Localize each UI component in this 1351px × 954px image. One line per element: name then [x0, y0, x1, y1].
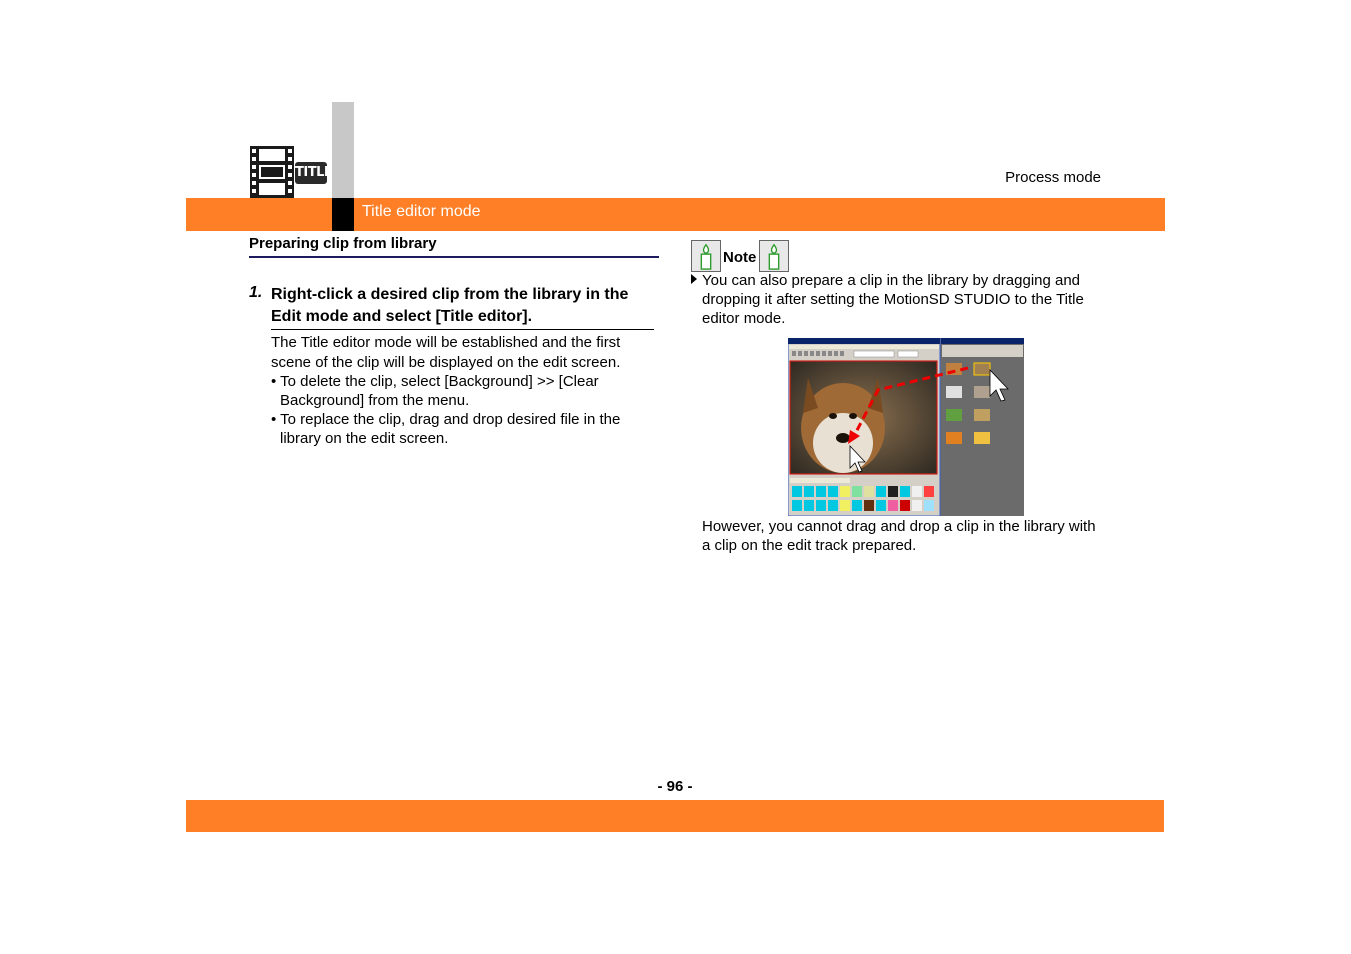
note-arrow-icon: [691, 274, 697, 284]
candle-note-icon: [691, 240, 721, 272]
step-number: 1.: [249, 284, 263, 301]
note-label: Note: [723, 249, 757, 266]
title-badge: TITLE: [295, 162, 327, 184]
step-description: The Title editor mode will be established and the first scene of the clip will be displayed on the edit screen.: [271, 334, 621, 371]
sub-heading: Preparing clip from library: [249, 235, 437, 252]
process-mode-label: Process mode: [1005, 169, 1101, 186]
section-title: Title editor mode: [362, 203, 481, 220]
candle-note-icon: [759, 240, 789, 272]
note-after-text: However, you cannot drag and drop a clip in the library with a clip on the edit track prepared.: [702, 518, 1096, 554]
film-strip-icon: [250, 146, 294, 198]
step-title: Right-click a desired clip from the library in the Edit mode and select [Title editor].: [271, 286, 629, 325]
note-text: You can also prepare a clip in the library by dragging and dropping it after setting the MotionSD STUDIO to the Title editor mode.: [702, 272, 1084, 327]
bullet-item: • To delete the clip, select [Background] >> [Clear Background] from the menu.: [271, 373, 599, 409]
header-gray-tab: [332, 102, 354, 198]
step-rule: [271, 329, 654, 330]
footer-bar: [186, 800, 1164, 832]
title-editor-screenshot: [788, 338, 1024, 516]
page-number: - 96 -: [657, 778, 693, 795]
sub-heading-rule: [249, 256, 659, 258]
header-black-tab: [332, 198, 354, 231]
bullet-item: • To replace the clip, drag and drop desired file in the library on the edit screen.: [271, 411, 621, 447]
